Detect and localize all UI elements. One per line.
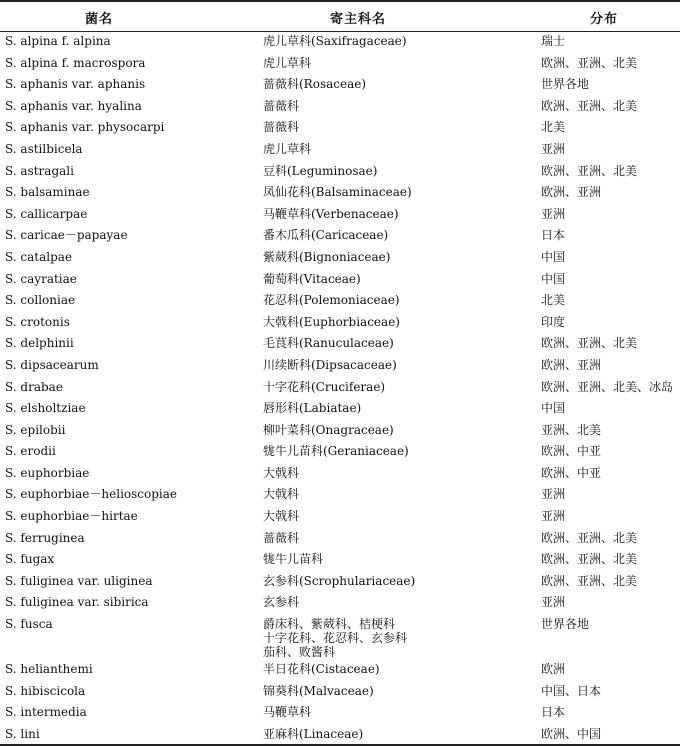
host-family-cell	[263, 207, 399, 221]
fungus-name-cell: S. drabae	[5, 379, 63, 394]
host-family-line: 牻牛儿苗科(Geraniaceae)	[263, 444, 409, 459]
table-row	[0, 161, 680, 183]
host-family-line: 大戟科	[263, 465, 300, 480]
host-family-line: 蔷薇科	[263, 530, 300, 545]
fungus-name-cell: S. epilobii	[5, 422, 66, 437]
fungus-name-cell: S. astragali	[5, 163, 74, 178]
table-row	[0, 506, 680, 528]
header-host-family: 寄主科名	[330, 12, 387, 27]
host-family-cell	[263, 336, 394, 350]
host-family-cell	[263, 185, 412, 199]
host-family-line: 紫葳科(Bignoniaceae)	[263, 249, 391, 264]
distribution-cell: 北美	[541, 293, 566, 308]
distribution-cell: 中国	[541, 271, 566, 286]
distribution-cell: 欧洲、亚洲	[541, 185, 602, 200]
fungus-name-cell: S. alpina f. alpina	[5, 34, 111, 48]
host-family-line: 虎儿草科(Saxifragaceae)	[263, 34, 407, 48]
distribution-cell: 欧洲、中亚	[541, 444, 602, 459]
host-family-cell	[263, 228, 388, 242]
fungus-name-cell: S. alpina f. macrospora	[5, 55, 146, 70]
fungus-name-cell: S. intermedia	[5, 705, 87, 720]
host-family-cell	[263, 662, 380, 676]
host-family-cell	[263, 164, 377, 178]
host-family-cell	[263, 531, 299, 545]
host-family-line: 爵床科、紫葳科、桔梗科	[263, 617, 396, 632]
distribution-cell: 欧洲、亚洲、北美、冰岛	[541, 379, 674, 394]
distribution-cell: 欧洲、亚洲	[541, 357, 602, 372]
host-family-line: 马鞭草科(Verbenaceae)	[263, 206, 399, 221]
host-family-cell	[263, 358, 397, 372]
host-family-cell	[263, 509, 299, 523]
host-family-cell	[263, 77, 366, 91]
table-row	[0, 182, 680, 204]
distribution-cell: 欧洲、亚洲、北美	[541, 55, 638, 70]
fungus-name-cell: S. callicarpae	[5, 206, 88, 221]
distribution-cell: 欧洲、亚洲、北美	[541, 336, 638, 351]
fungus-name-cell: S. crotonis	[5, 314, 70, 329]
host-family-line: 茄科、败酱科	[263, 645, 336, 660]
host-family-cell	[263, 315, 400, 329]
fungus-name-cell: S. caricae－papayae	[5, 228, 128, 243]
host-family-cell	[263, 99, 299, 113]
host-family-line: 柳叶菜科(Onagraceae)	[263, 422, 394, 437]
distribution-cell: 世界各地	[541, 77, 590, 92]
host-family-line: 豆科(Leguminosae)	[263, 163, 378, 178]
fungus-name-cell: S. euphorbiae	[5, 465, 90, 480]
distribution-cell: 亚洲	[541, 595, 566, 610]
host-family-cell	[263, 705, 311, 719]
table-row	[0, 333, 680, 355]
table-row	[0, 225, 680, 247]
table-row	[0, 377, 680, 399]
distribution-cell: 亚洲	[541, 141, 566, 156]
fungus-name-cell: S. cayratiae	[5, 271, 77, 286]
distribution-cell: 欧洲、亚洲、北美	[541, 552, 638, 567]
table-row	[0, 247, 680, 269]
host-family-line: 蔷薇科(Rosaceae)	[263, 77, 367, 92]
host-family-cell	[263, 423, 394, 437]
table-row	[0, 139, 680, 161]
host-family-cell	[263, 380, 385, 394]
host-family-cell	[263, 34, 407, 48]
host-family-line: 大戟科	[263, 487, 300, 502]
host-family-line: 唇形科(Labiatae)	[263, 401, 362, 416]
distribution-cell: 亚洲	[541, 206, 566, 221]
fungus-name-cell: S. aphanis var. hyalina	[5, 98, 142, 113]
host-family-line: 锦葵科(Malvaceae)	[263, 683, 374, 698]
table-row	[0, 484, 680, 506]
table-row	[0, 420, 680, 442]
table-row	[0, 74, 680, 96]
fungus-name-cell: S. catalpae	[5, 249, 73, 264]
table-row	[0, 463, 680, 485]
fungus-name-cell: S. euphorbiae－helioscopiae	[5, 487, 178, 502]
table-top-rule	[0, 0, 680, 2]
table-row	[0, 269, 680, 291]
table-body	[0, 31, 680, 745]
host-family-line: 马鞭草科	[263, 705, 312, 720]
distribution-cell: 亚洲	[541, 509, 566, 524]
host-family-line: 大戟科	[263, 509, 300, 524]
fungus-name-cell: S. fuliginea var. sibirica	[5, 595, 149, 610]
table-row	[0, 702, 680, 724]
fungus-name-cell: S. delphinii	[5, 336, 74, 351]
table-row	[0, 592, 680, 614]
host-family-cell	[263, 727, 363, 741]
table-row	[0, 549, 680, 571]
table-row	[0, 117, 680, 139]
host-family-cell	[263, 684, 374, 698]
host-family-line: 葡萄科(Vitaceae)	[263, 271, 361, 286]
distribution-cell: 北美	[541, 120, 566, 135]
host-family-cell	[263, 487, 299, 501]
fungus-name-cell: S. lini	[5, 726, 40, 741]
host-family-cell	[263, 272, 361, 286]
distribution-cell: 日本	[541, 228, 566, 243]
fungus-name-cell: S. fuliginea var. uliginea	[5, 573, 153, 588]
table-row	[0, 441, 680, 463]
host-family-line: 花忍科(Polemoniaceae)	[263, 293, 400, 308]
host-family-cell	[263, 574, 415, 588]
distribution-cell: 瑞士	[541, 34, 566, 48]
fungus-name-cell: S. colloniae	[5, 293, 76, 308]
host-family-cell	[263, 120, 299, 134]
distribution-cell: 世界各地	[541, 617, 590, 632]
fungus-name-cell: S. elsholtziae	[5, 401, 86, 416]
host-family-line: 毛茛科(Ranuculaceae)	[263, 336, 394, 351]
distribution-cell: 欧洲、亚洲、北美	[541, 573, 638, 588]
table-row	[0, 355, 680, 377]
host-family-line: 十字花科、花忍科、玄参科	[263, 631, 408, 646]
fungus-name-cell: S. erodii	[5, 444, 56, 459]
header-fungus-name: 菌名	[85, 12, 114, 27]
host-family-line: 虎儿草科	[263, 141, 312, 156]
fungus-name-cell: S. helianthemi	[5, 662, 93, 677]
host-family-line: 十字花科(Cruciferae)	[263, 379, 386, 394]
table-row	[0, 528, 680, 550]
distribution-cell: 欧洲、中亚	[541, 465, 602, 480]
host-family-cell	[263, 466, 299, 480]
host-family-line: 凤仙花科(Balsaminaceae)	[263, 185, 412, 200]
table-row	[0, 659, 680, 681]
host-family-cell	[263, 444, 409, 458]
fungus-name-cell: S. hibiscicola	[5, 683, 86, 698]
table-row	[0, 31, 680, 53]
fungus-name-cell: S. fugax	[5, 552, 55, 567]
table-row	[0, 96, 680, 118]
distribution-cell: 欧洲、亚洲、北美	[541, 163, 638, 178]
distribution-cell: 亚洲、北美	[541, 422, 602, 437]
table-row	[0, 681, 680, 703]
header-distribution: 分布	[590, 12, 619, 27]
fungus-name-cell: S. fusca	[5, 617, 53, 632]
distribution-cell: 中国、日本	[541, 683, 602, 698]
distribution-cell: 欧洲、中国	[541, 726, 602, 741]
distribution-cell: 欧洲、亚洲、北美	[541, 530, 638, 545]
host-family-line: 半日花科(Cistaceae)	[263, 662, 380, 677]
table-row	[0, 53, 680, 75]
fungus-name-cell: S. ferruginea	[5, 530, 85, 545]
host-family-cell	[263, 293, 400, 307]
host-family-line: 大戟科(Euphorbiaceae)	[263, 314, 400, 329]
distribution-cell: 欧洲	[541, 662, 566, 677]
fungus-name-cell: S. euphorbiae－hirtae	[5, 509, 138, 524]
host-family-line: 川续断科(Dipsacaceae)	[263, 357, 397, 372]
host-family-line: 蔷薇科	[263, 98, 300, 113]
table-row	[0, 614, 680, 659]
distribution-cell: 亚洲	[541, 487, 566, 502]
host-family-cell	[263, 142, 311, 156]
host-family-line: 亚麻科(Linaceae)	[263, 726, 364, 741]
distribution-cell: 中国	[541, 249, 566, 264]
host-family-cell	[263, 56, 311, 70]
fungus-name-cell: S. dipsacearum	[5, 357, 99, 372]
distribution-cell: 印度	[541, 314, 566, 329]
table-row	[0, 290, 680, 312]
host-family-line: 玄参科(Scrophulariaceae)	[263, 573, 416, 588]
table-row	[0, 398, 680, 420]
host-family-line: 蔷薇科	[263, 120, 300, 135]
host-family-line: 番木瓜科(Caricaceae)	[263, 228, 389, 243]
table-row	[0, 204, 680, 226]
host-family-cell	[263, 617, 407, 659]
distribution-cell: 日本	[541, 705, 566, 720]
host-family-line: 虎儿草科	[263, 55, 312, 70]
fungus-name-cell: S. astilbicela	[5, 141, 83, 156]
table-row	[0, 724, 680, 746]
host-family-line: 玄参科	[263, 595, 300, 610]
host-family-cell	[263, 595, 299, 609]
host-family-cell	[263, 552, 323, 566]
host-family-cell	[263, 250, 390, 264]
distribution-cell: 中国	[541, 401, 566, 416]
fungus-name-cell: S. aphanis var. aphanis	[5, 77, 146, 92]
table-row	[0, 312, 680, 334]
host-family-cell	[263, 401, 361, 415]
fungus-name-cell: S. aphanis var. physocarpi	[5, 120, 165, 135]
fungus-name-cell: S. balsaminae	[5, 185, 90, 200]
table-row	[0, 571, 680, 593]
host-family-line: 牻牛儿苗科	[263, 552, 324, 567]
distribution-cell: 欧洲、亚洲、北美	[541, 98, 638, 113]
